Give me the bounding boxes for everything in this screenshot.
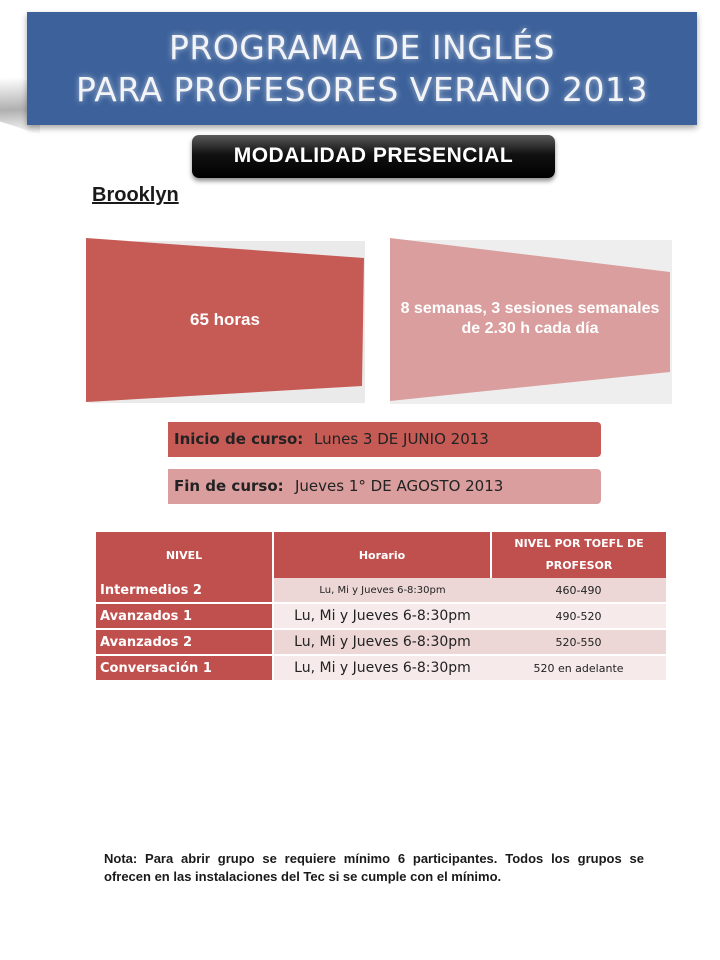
- course-end-value: Jueves 1° DE AGOSTO 2013: [295, 477, 504, 495]
- modality-label: MODALIDAD PRESENCIAL: [233, 144, 514, 167]
- column-header-schedule: Horario: [273, 532, 491, 578]
- table-row: [96, 603, 666, 629]
- location-heading: Brooklyn: [92, 184, 179, 206]
- level-cell: Avanzados 2: [96, 629, 273, 655]
- minimum-participants-note: Nota: Para abrir grupo se requiere mínimo 6 participantes. Todos los grupos se ofrecen en las instalaciones del Tec si se cumple con el mínimo.: [104, 851, 644, 884]
- column-header-toefl: NIVEL POR TOEFL DE PROFESOR: [491, 532, 666, 578]
- table-header-row: [96, 532, 666, 578]
- course-start-label: Inicio de curso:: [174, 430, 304, 448]
- course-end-bar: [168, 469, 601, 504]
- schedule-cell: Lu, Mi y Jueves 6-8:30pm: [273, 578, 491, 603]
- toefl-cell: 520 en adelante: [491, 655, 666, 681]
- column-header-level: NIVEL: [96, 532, 273, 578]
- course-start-value: Lunes 3 DE JUNIO 2013: [314, 430, 489, 448]
- chevron-hours-label: 65 horas: [190, 310, 260, 329]
- table-row: [96, 629, 666, 655]
- chevron-schedule-label: 8 semanas, 3 sesiones semanales de 2.30 h cada día: [400, 300, 660, 337]
- schedule-cell: Lu, Mi y Jueves 6-8:30pm: [273, 629, 491, 655]
- course-end-label: Fin de curso:: [174, 477, 284, 495]
- level-cell: Conversación 1: [96, 655, 273, 681]
- toefl-cell: 460-490: [491, 578, 666, 603]
- course-start-bar: [168, 422, 601, 457]
- level-cell: Intermedios 2: [96, 578, 273, 603]
- levels-table: [96, 532, 666, 682]
- table-row: [96, 655, 666, 681]
- title-line-1: PROGRAMA DE INGLÉS: [168, 28, 555, 67]
- title-line-2: PARA PROFESORES VERANO 2013: [75, 70, 649, 109]
- table-row: [96, 578, 666, 603]
- toefl-cell: 520-550: [491, 629, 666, 655]
- schedule-cell: Lu, Mi y Jueves 6-8:30pm: [273, 655, 491, 681]
- schedule-cell: Lu, Mi y Jueves 6-8:30pm: [273, 603, 491, 629]
- level-cell: Avanzados 1: [96, 603, 273, 629]
- toefl-cell: 490-520: [491, 603, 666, 629]
